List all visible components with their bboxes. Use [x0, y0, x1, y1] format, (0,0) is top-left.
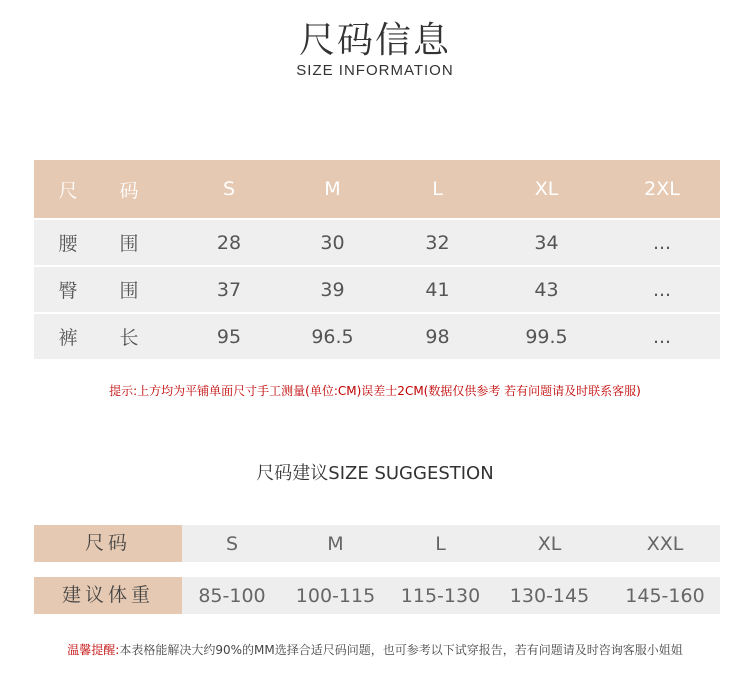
- header-cell: 尺 码: [58, 179, 157, 202]
- table-cell: 130-145: [509, 584, 590, 607]
- header-cell: M: [324, 178, 341, 200]
- table-row: [34, 525, 720, 562]
- table-cell: XXL: [646, 532, 684, 555]
- table-cell: 96.5: [311, 325, 354, 348]
- header-cell: XL: [534, 178, 559, 200]
- table-cell: 28: [216, 231, 242, 254]
- table-cell: ...: [652, 278, 672, 301]
- header-cell: L: [432, 178, 443, 200]
- table-cell: ...: [652, 231, 672, 254]
- table-cell: 41: [425, 278, 450, 301]
- page-title: 尺码信息: [298, 20, 451, 61]
- size-suggestion-table: [34, 525, 720, 614]
- table-cell: 39: [320, 278, 345, 301]
- row-label: 尺码: [34, 525, 182, 562]
- row-label: 裤 长: [58, 327, 157, 349]
- table-cell: XL: [537, 532, 562, 555]
- table-cell: S: [225, 532, 239, 555]
- size-info-table: [34, 160, 720, 359]
- table-row: [34, 220, 720, 265]
- table-cell: 95: [216, 325, 242, 348]
- tip-note: [0, 641, 750, 658]
- table-cell: M: [327, 532, 344, 555]
- table-row: [34, 267, 720, 312]
- table-cell: ...: [652, 325, 672, 348]
- measurement-note: 提示:上方均为平铺单面尺寸手工测量(单位:CM)误差士2CM(数据仅供参考 若有问题请及时联系客服): [109, 384, 641, 398]
- row-label: 建议体重: [34, 577, 182, 614]
- size-table-header: [34, 160, 720, 218]
- table-cell: 145-160: [625, 584, 705, 607]
- suggestion-title: 尺码建议SIZE SUGGESTION: [256, 463, 494, 484]
- header-cell: S: [222, 178, 236, 200]
- page-subtitle: SIZE INFORMATION: [296, 62, 454, 79]
- row-label: 腰 围: [58, 233, 157, 255]
- table-row: [34, 314, 720, 359]
- table-cell: 43: [534, 278, 559, 301]
- table-cell: 32: [425, 231, 450, 254]
- header-cell: 2XL: [644, 178, 680, 200]
- table-cell: L: [435, 532, 446, 555]
- table-cell: 37: [216, 278, 242, 301]
- tip-text: 本表格能解决大约90%的MM选择合适尺码问题，也可参考以下试穿报告，若有问题请及时咨询客服小姐姐: [119, 643, 683, 657]
- table-cell: 30: [320, 231, 345, 254]
- table-cell: 85-100: [198, 584, 266, 607]
- table-row: [34, 577, 720, 614]
- table-cell: 98: [425, 325, 450, 348]
- table-cell: 115-130: [400, 584, 481, 607]
- table-cell: 100-115: [295, 584, 376, 607]
- tip-label: 温馨提醒:: [67, 643, 120, 657]
- table-cell: 99.5: [525, 325, 568, 348]
- table-cell: 34: [534, 231, 559, 254]
- row-label: 臀 围: [58, 280, 157, 302]
